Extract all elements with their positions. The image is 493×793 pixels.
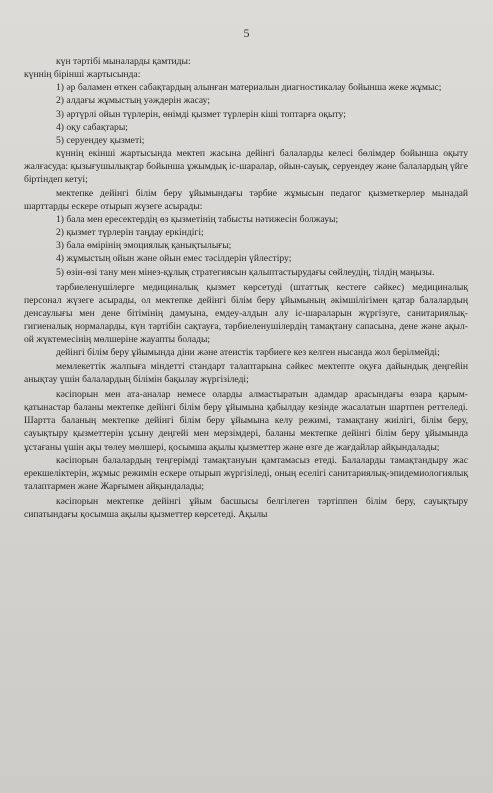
list-item: 4) оқу сабақтары; xyxy=(56,121,128,133)
paragraph: мемлекеттік жалпыға міндетті стандарт талаптарына сәйкес мектепте оқуға дайындық деңгейін анықтау үшін балалардың білімін бақылау жүргізіледі; xyxy=(24,360,468,385)
list-item: 1) әр баламен өткен сабақтардың алынған материалын диагностикалау бойынша жеке жұмыс; xyxy=(56,82,442,94)
paragraph: күннің екінші жартысында мектеп жасына дейінгі балаларды келесі бөлімдер бойынша оқыту жалғасуда: қызығушылықтар бойынша ұжымдық іс-шаралар, ойын-сауық, серуендеу және балалардың үйге біртіндеп кетуі; xyxy=(24,148,468,186)
list-item: 4) жұмыстың ойын және ойын емес тәсілдерін үйлестіру; xyxy=(56,253,292,265)
page-number: 5 xyxy=(243,26,250,40)
list-item: 3) әртүрлі ойын түрлерін, өнімді қызмет түрлерін кіші топтарға оқыту; xyxy=(56,108,346,120)
paragraph: кәсіпорын мен ата-аналар немесе оларды алмастыратын адамдар арасындағы өзара қарым-қатынастар баланы мектепке дейінгі білім беру ұйымына қабылдау кезінде жасалатын шартпен реттеледі. Шартта баланың мектепке дейінгі білім беру ұйымына келу режимі, тамақтану жиілігі, білім беру, сауықтыру қызметтерін ұсыну деңгейі мен мерзімдері, баланы мектепке дейінгі білім беру ұйымында ұстағаны үшін ақы төлеу мөлшері, қосымша ақылы қызметтер және өзге де жағдайлар айқындалады; xyxy=(24,388,468,453)
paragraph: дейінгі білім беру ұйымында діни және атеистік тәрбиеге кез келген нысанда жол берілмейді; xyxy=(56,347,440,359)
paragraph: кәсіпорын мектепке дейінгі ұйым басшысы белгілеген тәртіппен білім беру, сауықтыру сипатындағы қосымша ақылы қызметтер көрсетеді. Ақылы xyxy=(24,496,468,521)
list-item: 2) алдағы жұмыстың уәждерін жасау; xyxy=(56,95,210,107)
paragraph: мектепке дейінгі білім беру ұйымындағы тәрбие жұмысын педагог қызметкерлер мынадай шарттарды ескере отырып жүзеге асырады: xyxy=(24,187,468,212)
paragraph: күн тәртібі мыналарды қамтиды: xyxy=(56,56,191,67)
list-item: 5) серуендеу қызметі; xyxy=(56,134,145,146)
paragraph: тәрбиеленушілерге медициналық қызмет көрсетуді (штаттық кестеге сәйкес) медициналық персонал жүзеге асырады, ол мектепке дейінгі білім беру ұйымының әкімшілігімен қатар балалардың денсаулығы мен дене бітімінің дамуына, емдеу-алдын алу іс-шараларын жүргізуге, санитариялық-гигиеналық нормаларды, күн тәртібін сақтауға, тәрбиеленушілердің тамақтану сапасына, дене және ақыл-ой жүктемесінің мөлшеріне жауапты болады; xyxy=(24,281,468,346)
paragraph: кәсіпорын балалардың теңгерімді тамақтануын қамтамасыз етеді. Балаларды тамақтандыру жас ерекшеліктерін, жұмыс режимін ескере отырып жүргізіледі, оның еселігі санитариялық-эпидемиологиялық талаптармен және Жарғымен айқындалады; xyxy=(24,454,468,492)
list-item: 2) қызмет түрлерін таңдау еркіндігі; xyxy=(56,227,204,239)
list-item: 1) бала мен ересектердің өз қызметінің табысты нәтижесін болжауы; xyxy=(56,213,339,225)
paragraph: күннің бірінші жартысында: xyxy=(24,69,141,81)
list-item: 3) бала өмірінің эмоциялық қанықтылығы; xyxy=(56,240,232,252)
list-item: 5) өзін-өзі тану мен мінез-құлық стратегиясын қалыптастырудағы сөйлеудің, тілдің маңызы. xyxy=(56,266,435,278)
page-body xyxy=(24,55,468,521)
